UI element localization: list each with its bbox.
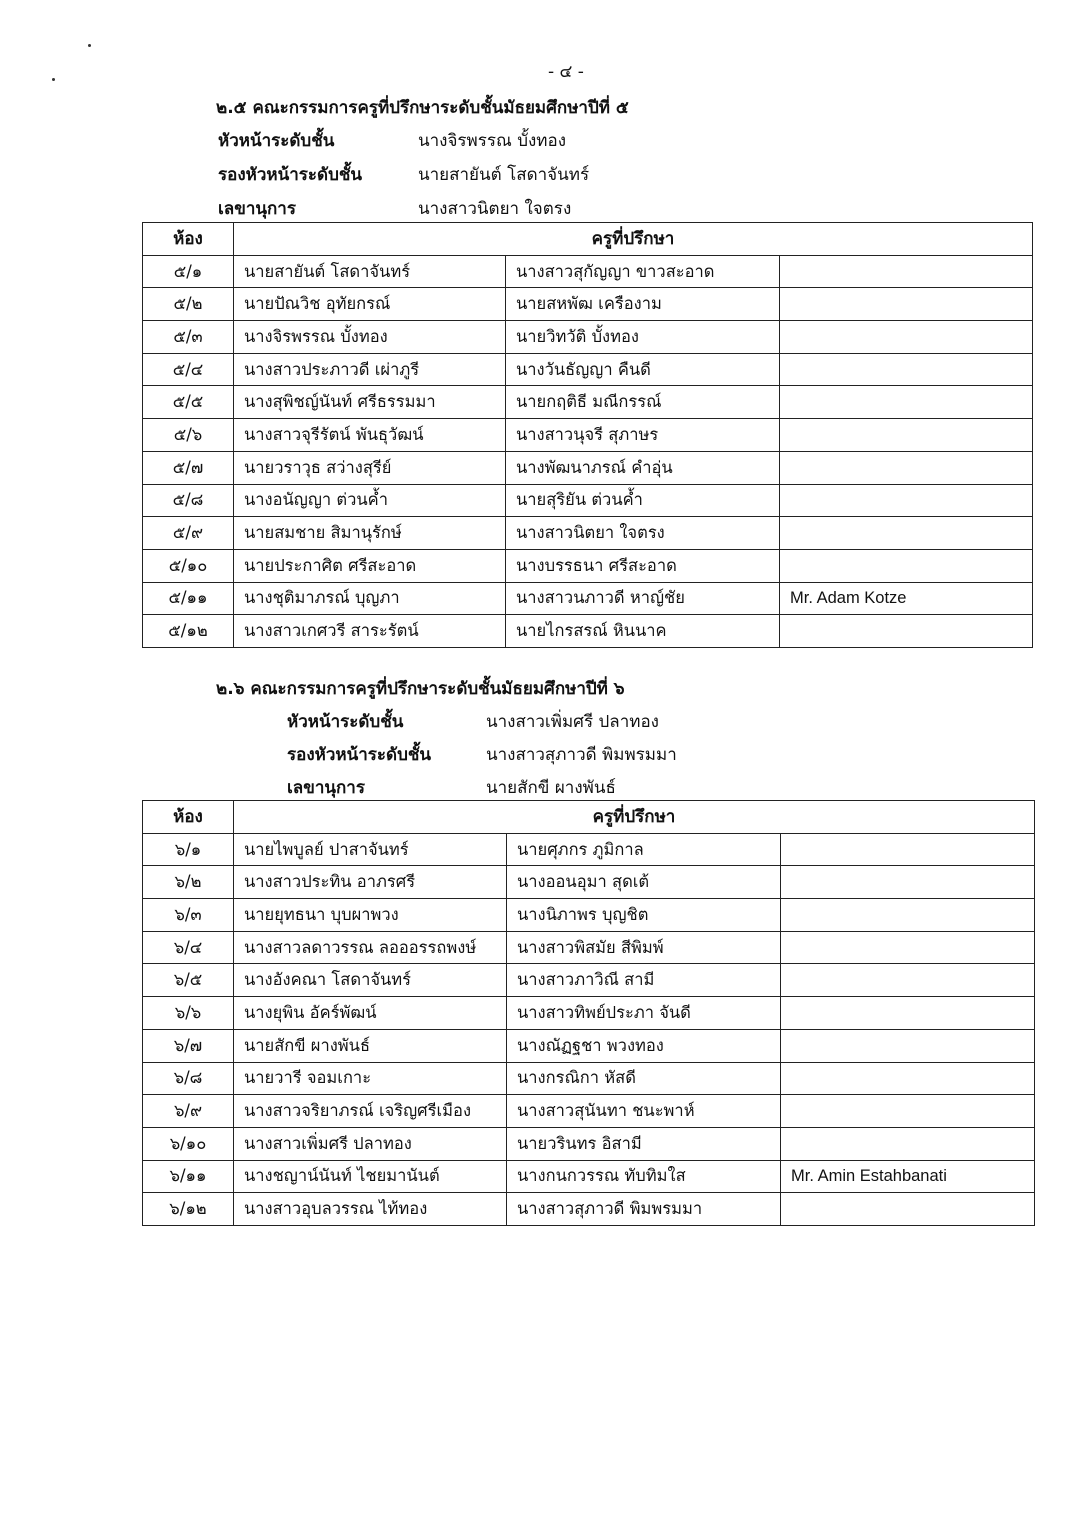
room-cell: ๖/๖ — [143, 997, 234, 1030]
room-cell: ๖/๑๐ — [143, 1127, 234, 1160]
teacher2-cell: นางสาวภาวิณี สามี — [507, 964, 781, 997]
teacher3-cell — [781, 1193, 1035, 1226]
m6-head-label: หัวหน้าระดับชั้น — [287, 712, 404, 732]
room-cell: ๖/๓ — [143, 899, 234, 932]
teacher1-cell: นางสาวจริยาภรณ์ เจริญศรีเมือง — [234, 1095, 507, 1128]
room-column-header: ห้อง — [143, 223, 234, 256]
room-cell: ๕/๖ — [143, 419, 234, 452]
table-row — [143, 288, 1033, 321]
teacher1-cell: นางสาวอุบลวรรณ ไท้ทอง — [234, 1193, 507, 1226]
teacher1-cell: นายไพบูลย์ ปาสาจันทร์ — [234, 833, 507, 866]
teacher1-cell: นางสาวประภาวดี เผ่าภูรี — [234, 353, 506, 386]
teacher1-cell: นายยุทธนา บุบผาพวง — [234, 899, 507, 932]
teacher3-cell — [781, 866, 1035, 899]
teacher2-cell: นางสาวนิตยา ใจตรง — [506, 517, 780, 550]
room-cell: ๖/๒ — [143, 866, 234, 899]
table-row — [143, 255, 1033, 288]
scan-speck — [52, 78, 55, 81]
room-cell: ๖/๑ — [143, 833, 234, 866]
teacher3-cell — [780, 321, 1033, 354]
table-row — [143, 321, 1033, 354]
teacher1-cell: นางสาวเพิ่มศรี ปลาทอง — [234, 1127, 507, 1160]
teacher1-cell: นางชุติมาภรณ์ บุญภา — [234, 582, 506, 615]
teacher1-cell: นางอังคณา โสดาจันทร์ — [234, 964, 507, 997]
teacher2-cell: นายไกรสรณ์ หินนาค — [506, 615, 780, 648]
m5-deputy-label: รองหัวหน้าระดับชั้น — [218, 165, 363, 185]
room-cell: ๕/๗ — [143, 451, 234, 484]
teacher1-cell: นางสุพิชญ์นันท์ ศรีธรรมมา — [234, 386, 506, 419]
teacher3-cell — [781, 931, 1035, 964]
m5-head-name: นางจิรพรรณ บั้งทอง — [418, 131, 567, 151]
teacher3-cell — [780, 255, 1033, 288]
teacher3-cell — [780, 451, 1033, 484]
teacher2-cell: นางสาวนภาวดี หาญ์ชัย — [506, 582, 780, 615]
room-cell: ๕/๑๐ — [143, 549, 234, 582]
teacher3-cell — [780, 549, 1033, 582]
teacher2-cell: นางสาวพิสมัย สีพิมพ์ — [507, 931, 781, 964]
teacher3-cell: Mr. Adam Kotze — [780, 582, 1033, 615]
section-m6-title: ๒.๖ คณะกรรมการครูที่ปรึกษาระดับชั้นมัธยมศึกษาปีที่ ๖ — [216, 679, 625, 699]
room-cell: ๕/๔ — [143, 353, 234, 386]
table-row — [143, 931, 1035, 964]
table-row — [143, 549, 1033, 582]
teacher2-cell: นายวรินทร อิสามี — [507, 1127, 781, 1160]
table-row — [143, 1029, 1035, 1062]
table-row — [143, 386, 1033, 419]
teacher1-cell: นายสมชาย สิมานุรักษ์ — [234, 517, 506, 550]
teacher3-cell — [781, 1127, 1035, 1160]
table-row — [143, 866, 1035, 899]
teacher3-cell — [781, 1029, 1035, 1062]
m5-secretary-label: เลขานุการ — [218, 199, 296, 219]
teacher3-cell: Mr. Amin Estahbanati — [781, 1160, 1035, 1193]
room-cell: ๕/๑๒ — [143, 615, 234, 648]
teacher3-cell — [781, 1095, 1035, 1128]
m6-head-name: นางสาวเพิ่มศรี ปลาทอง — [486, 712, 659, 732]
m5-secretary-name: นางสาวนิตยา ใจตรง — [418, 199, 572, 219]
room-cell: ๕/๙ — [143, 517, 234, 550]
teacher3-cell — [780, 484, 1033, 517]
teacher2-cell: นายวิทวัติ บั้งทอง — [506, 321, 780, 354]
teacher3-cell — [781, 997, 1035, 1030]
teacher1-cell: นางสาวจุรีรัตน์ พันธุวัฒน์ — [234, 419, 506, 452]
table-row — [143, 451, 1033, 484]
section-m5-title: ๒.๕ คณะกรรมการครูที่ปรึกษาระดับชั้นมัธยมศึกษาปีที่ ๕ — [216, 98, 629, 118]
teacher1-cell: นายสายันต์ โสดาจันทร์ — [234, 255, 506, 288]
m6-deputy-name: นางสาวสุภาวดี พิมพรมมา — [486, 745, 677, 765]
table-row — [143, 615, 1033, 648]
teacher3-cell — [781, 899, 1035, 932]
table-row — [143, 582, 1033, 615]
m6-secretary-name: นายสักขี ผางพันธ์ — [486, 778, 616, 798]
m5-deputy-name: นายสายันต์ โสดาจันทร์ — [418, 165, 590, 185]
table-row — [143, 1127, 1035, 1160]
teacher2-cell: นางสาวสุภาวดี พิมพรมมา — [507, 1193, 781, 1226]
room-cell: ๖/๙ — [143, 1095, 234, 1128]
room-cell: ๕/๘ — [143, 484, 234, 517]
teacher2-cell: นายสุริยัน ต่วนค้ำ — [506, 484, 780, 517]
teacher2-cell: นางสาวสุนันทา ชนะพาห์ — [507, 1095, 781, 1128]
teacher2-cell: นายศุภกร ภูมิกาล — [507, 833, 781, 866]
table-row — [143, 964, 1035, 997]
teacher1-cell: นายสักขี ผางพันธ์ — [234, 1029, 507, 1062]
teacher1-cell: นายประกาศิต ศรีสะอาด — [234, 549, 506, 582]
room-cell: ๖/๔ — [143, 931, 234, 964]
room-cell: ๖/๗ — [143, 1029, 234, 1062]
room-cell: ๖/๕ — [143, 964, 234, 997]
page-number: - ๔ - — [548, 62, 584, 82]
teacher1-cell: นางยุพิน อัคร์พัฒน์ — [234, 997, 507, 1030]
teacher2-cell: นางสาวสุกัญญา ขาวสะอาด — [506, 255, 780, 288]
m6-secretary-label: เลขานุการ — [287, 778, 365, 798]
teacher1-cell: นายวารี จอมเกาะ — [234, 1062, 507, 1095]
table-row — [143, 517, 1033, 550]
teacher3-cell — [780, 288, 1033, 321]
table-row — [143, 484, 1033, 517]
teacher2-cell: นางวันธัญญา คืนดี — [506, 353, 780, 386]
table-header-row — [143, 223, 1033, 256]
table-row — [143, 899, 1035, 932]
m5-head-label: หัวหน้าระดับชั้น — [218, 131, 335, 151]
room-cell: ๖/๑๒ — [143, 1193, 234, 1226]
teacher1-cell: นายวราวุธ สว่างสุรีย์ — [234, 451, 506, 484]
teacher3-cell — [780, 386, 1033, 419]
teacher1-cell: นางสาวประทิน อาภรศรี — [234, 866, 507, 899]
table-row — [143, 353, 1033, 386]
teacher1-cell: นางสาวเกศวรี สาระรัตน์ — [234, 615, 506, 648]
room-column-header: ห้อง — [143, 801, 234, 834]
teacher3-cell — [780, 353, 1033, 386]
teacher2-cell: นางพัฒนาภรณ์ คำอุ่น — [506, 451, 780, 484]
teacher3-cell — [781, 964, 1035, 997]
table-row — [143, 997, 1035, 1030]
table-row — [143, 1062, 1035, 1095]
teacher3-cell — [781, 1062, 1035, 1095]
teacher2-cell: นายสหพัฒ เครืองาม — [506, 288, 780, 321]
room-cell: ๕/๒ — [143, 288, 234, 321]
table-header-row — [143, 801, 1035, 834]
table-row — [143, 833, 1035, 866]
teacher1-cell: นางสาวลดาวรรณ ลอออรรถพงษ์ — [234, 931, 507, 964]
table-row — [143, 419, 1033, 452]
room-cell: ๖/๑๑ — [143, 1160, 234, 1193]
teacher1-cell: นางจิรพรรณ บั้งทอง — [234, 321, 506, 354]
table-row — [143, 1160, 1035, 1193]
teacher2-cell: นางบรรธนา ศรีสะอาด — [506, 549, 780, 582]
teacher3-cell — [780, 419, 1033, 452]
m5-advisor-table — [142, 222, 1033, 648]
room-cell: ๕/๑ — [143, 255, 234, 288]
room-cell: ๕/๕ — [143, 386, 234, 419]
room-cell: ๕/๑๑ — [143, 582, 234, 615]
teacher1-cell: นายปัณวิช อุทัยกรณ์ — [234, 288, 506, 321]
teacher2-cell: นางกรณิกา หัสดี — [507, 1062, 781, 1095]
teacher2-cell: นางสาวนุจรี สุภาษร — [506, 419, 780, 452]
advisors-column-header: ครูที่ปรึกษา — [234, 801, 1035, 834]
room-cell: ๕/๓ — [143, 321, 234, 354]
scan-speck — [88, 44, 91, 47]
teacher2-cell: นายกฤติธี มณีกรรณ์ — [506, 386, 780, 419]
teacher1-cell: นางอนัญญา ต่วนค้ำ — [234, 484, 506, 517]
teacher2-cell: นางนิภาพร บุญชิต — [507, 899, 781, 932]
teacher1-cell: นางชญาน์นันท์ ไชยมานันต์ — [234, 1160, 507, 1193]
advisors-column-header: ครูที่ปรึกษา — [234, 223, 1033, 256]
teacher3-cell — [780, 517, 1033, 550]
teacher3-cell — [780, 615, 1033, 648]
teacher2-cell: นางกนกวรรณ ทับทิมใส — [507, 1160, 781, 1193]
table-row — [143, 1095, 1035, 1128]
teacher2-cell: นางณัฏฐชา พวงทอง — [507, 1029, 781, 1062]
teacher3-cell — [781, 833, 1035, 866]
teacher2-cell: นางสาวทิพย์ประภา จันดี — [507, 997, 781, 1030]
room-cell: ๖/๘ — [143, 1062, 234, 1095]
m6-advisor-table — [142, 800, 1035, 1226]
teacher2-cell: นางออนอุมา สุดเต้ — [507, 866, 781, 899]
m6-deputy-label: รองหัวหน้าระดับชั้น — [287, 745, 432, 765]
table-row — [143, 1193, 1035, 1226]
